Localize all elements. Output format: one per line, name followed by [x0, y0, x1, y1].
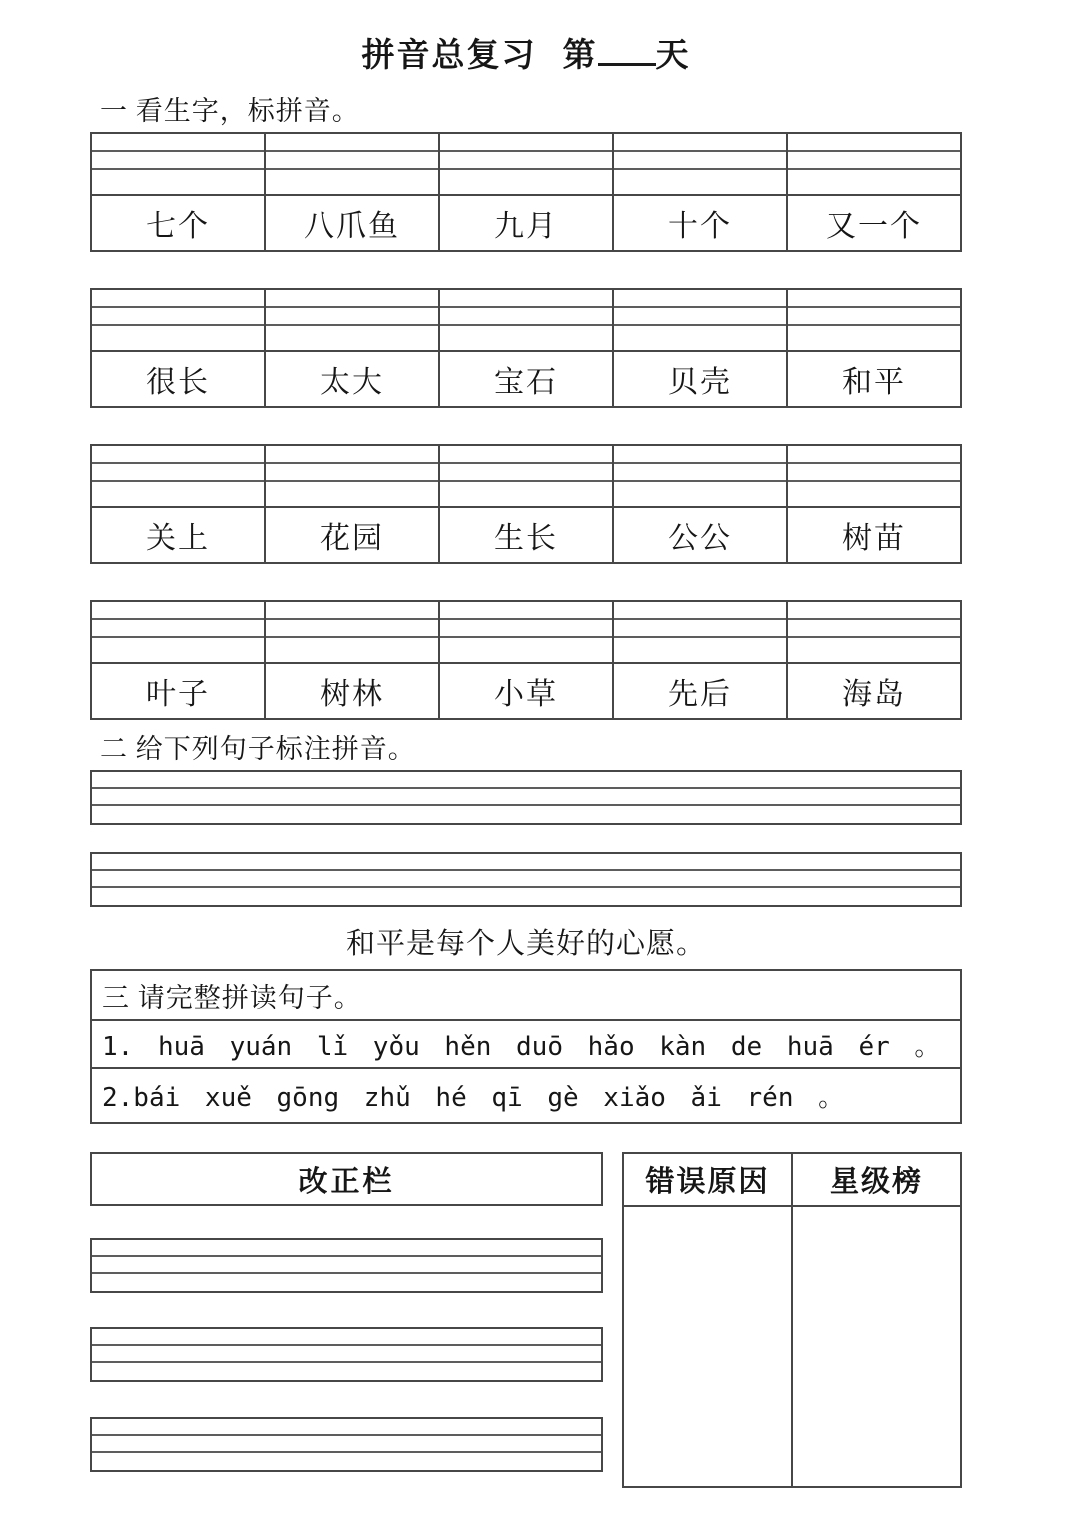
word-cell: 小草	[439, 663, 613, 719]
word-cell: 先后	[613, 663, 787, 719]
error-star-column	[622, 1152, 962, 1488]
pinyin-write-cell[interactable]	[91, 289, 265, 351]
pinyin-grid-row	[91, 445, 961, 507]
word-cell: 十个	[613, 195, 787, 251]
pinyin-grid-row	[91, 133, 961, 195]
correction-writing-grid-2[interactable]	[90, 1327, 603, 1382]
pinyin-write-cell[interactable]	[787, 445, 961, 507]
word-cell: 花园	[265, 507, 439, 563]
correction-writing-grid-3[interactable]	[90, 1417, 603, 1472]
day-blank[interactable]	[598, 36, 656, 66]
pinyin-write-cell[interactable]	[439, 445, 613, 507]
section-three-table	[90, 969, 962, 1124]
worksheet-title	[90, 32, 962, 78]
word-cell: 很长	[91, 351, 265, 407]
word-row	[91, 351, 961, 407]
error-reason-cell[interactable]	[623, 1206, 792, 1487]
word-cell: 关上	[91, 507, 265, 563]
pinyin-write-cell[interactable]	[613, 133, 787, 195]
sentence-writing-grid-1[interactable]	[90, 770, 962, 825]
section-three-heading: 三 请完整拼读句子。	[91, 970, 961, 1020]
word-cell: 贝壳	[613, 351, 787, 407]
word-cell: 又一个	[787, 195, 961, 251]
pinyin-write-cell[interactable]	[265, 133, 439, 195]
section-one-heading: 一 看生字，标拼音。	[100, 96, 360, 126]
pinyin-write-cell[interactable]	[613, 601, 787, 663]
word-cell: 和平	[787, 351, 961, 407]
word-row	[91, 663, 961, 719]
word-table-2	[90, 288, 962, 408]
word-cell: 树林	[265, 663, 439, 719]
pinyin-sentence-1: 1. huā yuán lǐ yǒu hěn duō hǎo kàn de huā ér 。	[91, 1020, 961, 1068]
pinyin-write-cell[interactable]	[439, 601, 613, 663]
error-reason-header: 错误原因	[623, 1153, 792, 1206]
pinyin-write-cell[interactable]	[787, 601, 961, 663]
pinyin-grid-row	[91, 601, 961, 663]
word-cell: 九月	[439, 195, 613, 251]
pinyin-sentence-2: 2.bái xuě gōng zhǔ hé qī gè xiǎo ǎi rén 。	[91, 1068, 961, 1123]
pinyin-write-cell[interactable]	[91, 601, 265, 663]
pinyin-write-cell[interactable]	[613, 445, 787, 507]
word-table-3	[90, 444, 962, 564]
pinyin-write-cell[interactable]	[439, 289, 613, 351]
word-cell: 叶子	[91, 663, 265, 719]
error-star-table	[622, 1152, 962, 1488]
pinyin-write-cell[interactable]	[265, 601, 439, 663]
word-cell: 树苗	[787, 507, 961, 563]
pinyin-write-cell[interactable]	[91, 445, 265, 507]
correction-header-box: 改正栏	[90, 1152, 603, 1206]
word-table-1	[90, 132, 962, 252]
day-prefix: 第	[562, 36, 598, 73]
star-rating-header: 星级榜	[792, 1153, 961, 1206]
word-cell: 宝石	[439, 351, 613, 407]
word-table-4	[90, 600, 962, 720]
word-cell: 生长	[439, 507, 613, 563]
sentence-writing-grid-2[interactable]	[90, 852, 962, 907]
word-row	[91, 195, 961, 251]
pinyin-write-cell[interactable]	[787, 289, 961, 351]
section-two-heading: 二 给下列句子标注拼音。	[100, 734, 416, 764]
correction-column	[90, 1152, 603, 1488]
star-rating-cell[interactable]	[792, 1206, 961, 1487]
pinyin-write-cell[interactable]	[439, 133, 613, 195]
pinyin-write-cell[interactable]	[265, 445, 439, 507]
pinyin-grid-row	[91, 289, 961, 351]
word-cell: 太大	[265, 351, 439, 407]
pinyin-write-cell[interactable]	[787, 133, 961, 195]
word-cell: 八爪鱼	[265, 195, 439, 251]
pinyin-write-cell[interactable]	[613, 289, 787, 351]
word-cell: 七个	[91, 195, 265, 251]
title-main: 拼音总复习	[361, 36, 537, 73]
word-cell: 公公	[613, 507, 787, 563]
day-suffix: 天	[655, 36, 691, 73]
practice-sentence: 和平是每个人美好的心愿。	[345, 928, 706, 960]
word-row	[91, 507, 961, 563]
footer-section	[90, 1152, 962, 1488]
pinyin-write-cell[interactable]	[91, 133, 265, 195]
word-cell: 海岛	[787, 663, 961, 719]
pinyin-write-cell[interactable]	[265, 289, 439, 351]
correction-writing-grid-1[interactable]	[90, 1238, 603, 1293]
